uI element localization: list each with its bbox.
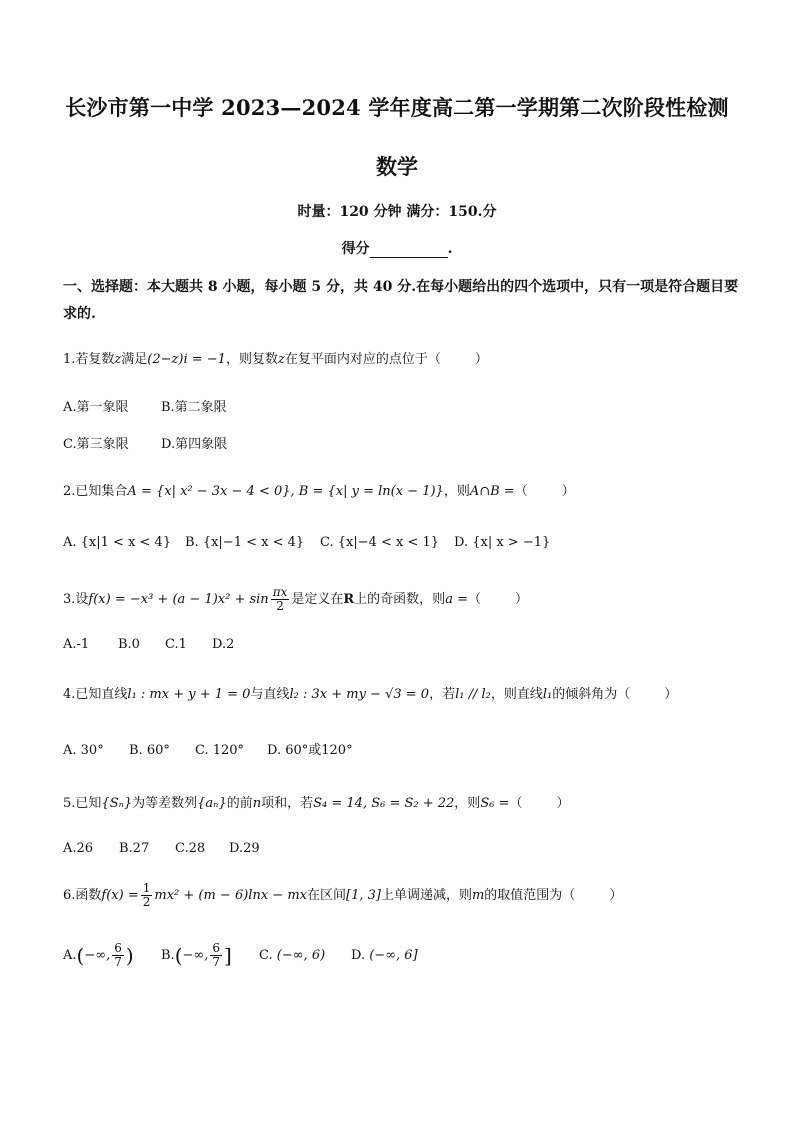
score-line <box>0 238 794 258</box>
score-blank[interactable] <box>370 242 448 258</box>
option-5b[interactable]: B.27 <box>119 841 150 856</box>
question-1: 1.若复数z满足(2−z)i = −1，则复数z在复平面内对应的点位于（ ） <box>63 352 488 367</box>
option-6b[interactable]: B.(−∞, $\frac{6}{7}$ ] <box>161 941 232 969</box>
question-5-options <box>63 841 743 856</box>
option-6c[interactable]: C. (−∞, 6) <box>259 948 326 963</box>
score-period: . <box>447 241 453 257</box>
option-1a[interactable]: A.第一象限 <box>63 400 129 415</box>
option-4d[interactable]: D. 60°或120° <box>267 743 353 758</box>
question-3-options <box>63 637 743 652</box>
fraction-one-half: $\frac{1}{2}$ <box>142 881 151 909</box>
option-2b[interactable]: B. {x|−1 < x < 4} <box>185 535 305 550</box>
option-1b[interactable]: B.第二象限 <box>161 400 227 415</box>
option-3c[interactable]: C.1 <box>165 637 187 652</box>
question-6-options <box>63 942 743 969</box>
question-2: 2.已知集合A = {x| x² − 3x − 4 < 0}, B = {x| y = ln(x − 1)}，则A∩B =（ ） <box>63 484 575 499</box>
question-2-options <box>63 535 743 550</box>
question-5: 5.已知{Sₙ}为等差数列{aₙ}的前n项和，若S₄ = 14, S₆ = S₂ + 22，则S₆ =（ ） <box>63 796 570 811</box>
section-1-heading: 一、选择题：本大题共 8 小题，每小题 5 分，共 40 分.在每小题给出的四个选项中，只有一项是符合题目要求的. <box>63 279 739 322</box>
option-6a[interactable]: A.(−∞, $\frac{6}{7}$ ) <box>63 941 134 969</box>
option-5d[interactable]: D.29 <box>229 841 260 856</box>
fraction-pi-x-over-2: $\frac{\pi x}{2}$ <box>272 585 288 613</box>
question-4-options <box>63 739 743 758</box>
question-1-options-row-1 <box>63 396 743 415</box>
exam-title: 长沙市第一中学 2023—2024 学年度高二第一学期第二次阶段性检测 <box>65 95 729 120</box>
option-2a[interactable]: A. {x|1 < x < 4} <box>63 535 172 550</box>
option-3d[interactable]: D.2 <box>212 637 235 652</box>
option-3b[interactable]: B.0 <box>118 637 140 652</box>
score-label: 得分 <box>341 241 370 257</box>
option-4a[interactable]: A. 30° <box>63 743 104 758</box>
option-6d[interactable]: D. (−∞, 6] <box>351 948 418 963</box>
question-6: 6.函数f(x) = $\frac{1}{2}$ mx² + (m − 6)lnx − mx在区间[1, 3]上单调递减，则m的取值范围为（ ） <box>63 881 623 909</box>
option-5a[interactable]: A.26 <box>63 841 94 856</box>
option-2d[interactable]: D. {x| x > −1} <box>454 535 551 550</box>
exam-subject: 数学 <box>376 154 418 179</box>
option-1c[interactable]: C.第三象限 <box>63 437 129 452</box>
option-3a[interactable]: A.-1 <box>63 637 90 652</box>
question-4: 4.已知直线l₁ : mx + y + 1 = 0与直线l₂ : 3x + my − √3 = 0，若l₁ // l₂，则直线l₁的倾斜角为（ ） <box>63 687 678 702</box>
option-2c[interactable]: C. {x|−4 < x < 1} <box>320 535 440 550</box>
option-1d[interactable]: D.第四象限 <box>161 437 228 452</box>
question-1-options-row-2 <box>63 433 743 452</box>
option-5c[interactable]: C.28 <box>175 841 206 856</box>
exam-time-and-score-info: 时量：120 分钟 满分：150.分 <box>297 204 497 220</box>
option-4b[interactable]: B. 60° <box>129 743 170 758</box>
option-4c[interactable]: C. 120° <box>195 743 245 758</box>
question-3: 3.设f(x) = −x³ + (a − 1)x² + sin $\frac{\pi x}{2}$ 是定义在R上的奇函数，则a =（ ） <box>63 585 528 613</box>
